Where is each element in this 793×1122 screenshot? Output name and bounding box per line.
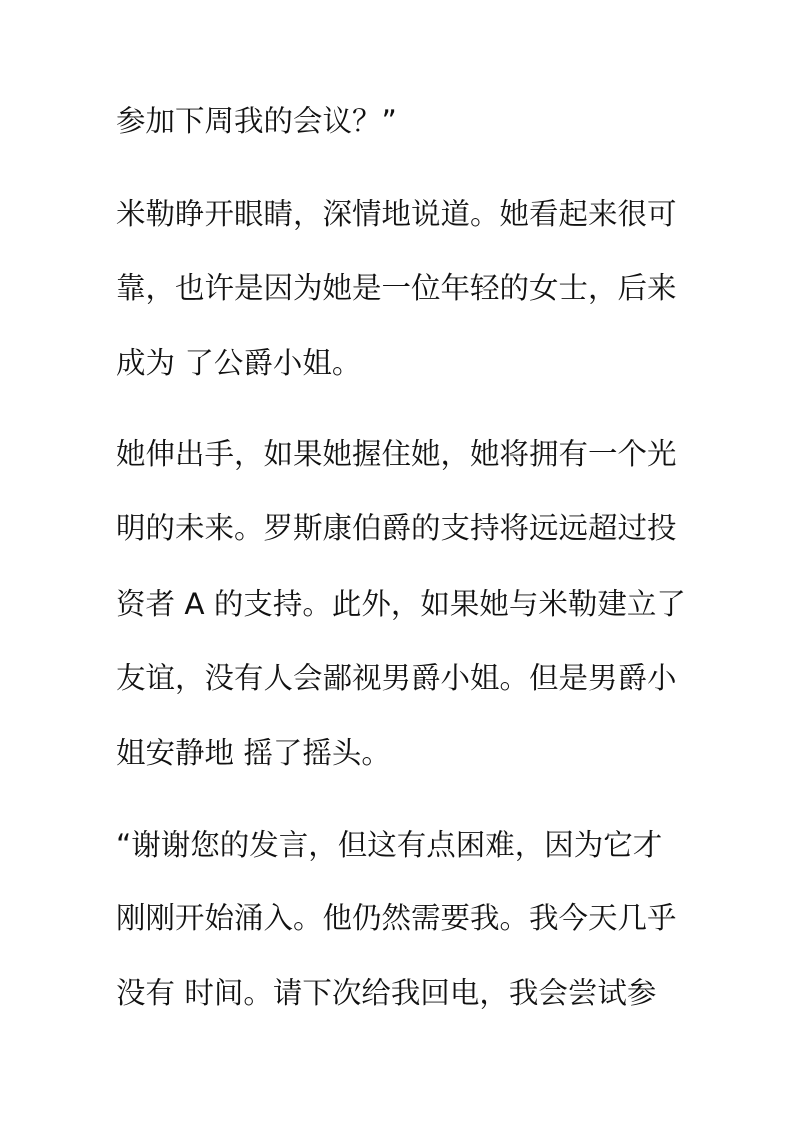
text-line: 资者 A 的支持。此外，如果她与米勒建立了 [116,587,686,621]
text-line: 友谊，没有人会鄙视男爵小姐。但是男爵小 [116,661,677,695]
text-line: 靠，也许是因为她是一位年轻的女士，后来 [116,271,677,305]
text-line: 刚刚开始涌入。他仍然需要我。我今天几乎 [116,901,677,935]
text-line: 姐安静地 摇了摇头。 [116,736,391,770]
text-line: 成为 了公爵小姐。 [116,346,362,380]
text-line: 米勒睁开眼睛，深情地说道。她看起来很可 [116,197,677,231]
text-line: 她伸出手，如果她握住她，她将拥有一个光 [116,437,677,471]
text-line: 没有 时间。请下次给我回电，我会尝试参 [116,976,657,1010]
text-line: 明的未来。罗斯康伯爵的支持将远远超过投 [116,511,677,545]
text-line: 参加下周我的会议？” [116,104,397,138]
text-line: “谢谢您的发言，但这有点困难，因为它才 [116,828,663,862]
